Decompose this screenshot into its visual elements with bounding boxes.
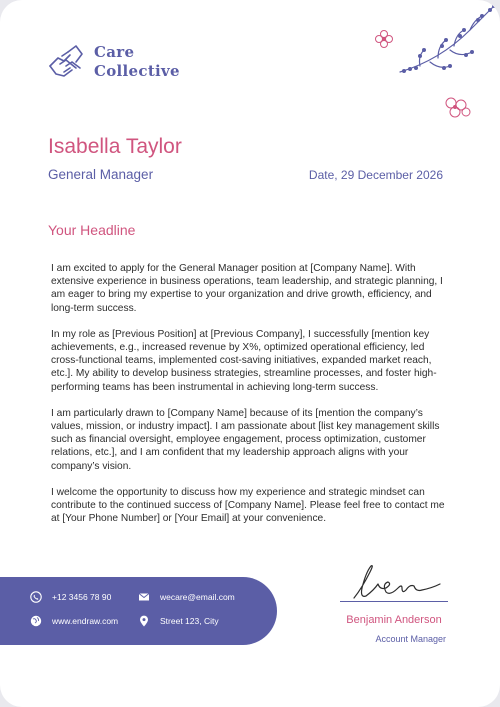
- website-text: www.endraw.com: [52, 616, 119, 626]
- contact-website: [30, 615, 118, 627]
- logo-line-2: Collective: [94, 62, 180, 80]
- logo: [46, 42, 180, 82]
- hands-logo-icon: [46, 42, 86, 82]
- contact-address: [138, 615, 219, 627]
- letter-body: [51, 262, 451, 538]
- location-pin-icon: [138, 615, 150, 627]
- logo-line-1: Care: [94, 43, 135, 61]
- body-paragraph: In my role as [Previous Position] at [Previous Company], I successfully [mention key achievements, e.g., increased revenue by X%, optimized operational efficiency, led cross-functional teams, implemented cost-saving initiatives, expanded market reach, etc.]. My ability to develop business strategies, streamline processes, and foster high-performing teams has been instrumental in achieving long-term success.: [51, 328, 437, 393]
- applicant-name: Isabella Taylor: [48, 135, 182, 158]
- letter-headline: Your Headline: [48, 222, 136, 238]
- flower-icon: [441, 95, 473, 119]
- email-text: wecare@email.com: [160, 592, 235, 602]
- logo-text: [94, 43, 180, 81]
- body-paragraph: I am excited to apply for the General Manager position at [Company Name]. With extensive experience in business operations, team leadership, and strategic planning, I am eager to bring my expertise to your organization and drive growth, efficiency, and long-term success.: [51, 263, 443, 314]
- body-paragraph: I welcome the opportunity to discuss how my experience and strategic mindset can contribute to the continued success of [Company Name]. Please feel free to contact me at [Your Phone Number] or [Your Email] at your convenience.: [51, 486, 445, 525]
- signature-line: [340, 601, 448, 602]
- applicant-role: General Manager: [48, 167, 154, 182]
- phone-icon: [30, 591, 42, 603]
- contact-email: [138, 591, 235, 603]
- signature-image: [340, 558, 450, 604]
- email-icon: [138, 591, 150, 603]
- signer-name: Benjamin Anderson: [346, 614, 442, 626]
- letter-date: Date, 29 December 2026: [308, 168, 443, 182]
- body-paragraph: I am particularly drawn to [Company Name] because of its [mention the company’s values, mission, or industry impact]. I am passionate about [list key management skills such as financial oversight, employee engagement, process optimization, customer relations, etc.], and I am confident that my leadership approach aligns with your company’s vision.: [51, 407, 440, 472]
- globe-icon: [30, 615, 42, 627]
- signer-title: Account Manager: [375, 634, 446, 644]
- contact-phone: [30, 591, 111, 603]
- branch-icon: [390, 0, 500, 85]
- flower-icon: [374, 29, 394, 49]
- address-text: Street 123, City: [160, 616, 219, 626]
- contact-bar: [0, 577, 277, 645]
- phone-text: +12 3456 78 90: [52, 592, 112, 602]
